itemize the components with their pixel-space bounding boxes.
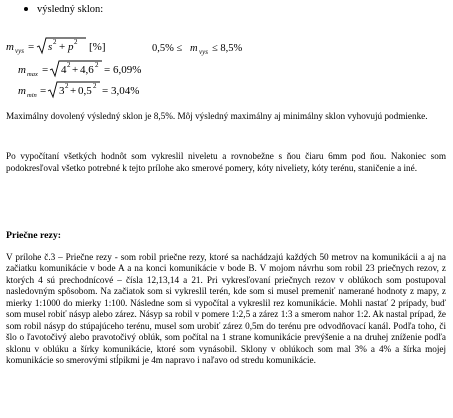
svg-text:m: m xyxy=(18,85,26,97)
svg-text:m: m xyxy=(190,43,198,54)
bullet-item xyxy=(24,3,103,17)
svg-text:=: = xyxy=(28,41,35,53)
svg-text:+: + xyxy=(70,85,77,97)
svg-text:min: min xyxy=(27,92,37,99)
svg-text:vys: vys xyxy=(199,48,208,56)
svg-text:0,5: 0,5 xyxy=(78,85,92,97)
svg-text:[%]: [%] xyxy=(89,41,106,53)
formula-min-graphic xyxy=(18,81,158,99)
svg-text:= 3,04%: = 3,04% xyxy=(102,85,140,97)
svg-text:p: p xyxy=(68,41,74,53)
svg-text:4,6: 4,6 xyxy=(80,64,94,76)
formula-max-graphic xyxy=(18,60,158,78)
slope-range-graphic xyxy=(152,40,252,56)
formula-min xyxy=(18,81,158,104)
formula-general-graphic xyxy=(6,37,146,55)
svg-text:4: 4 xyxy=(61,64,67,76)
paragraph-cross-sections: V prílohe č.3 – Priečne rezy - som robil priečne rezy, ktoré sa nachádzajú každých 50 metrov na komunikácii a aj na začiatku komunikácie v bode A a na konci komunikácie v bode B. V mojom návrhu som robil 23 priečnych rezov, z ktorých 4 sú prechodnícové – čísla 12,13,14 a 21. Pri vykresľovaní priečnych rezov v oblúkoch som postupoval nasledovným spôsobom. Na začiatok som si vykreslil terén, kde som si musel premeniť namerané hodnoty z mapy, z mierky 1:1000 do mierky 1:100. Následne som si vypočítal a vykreslil rez komunikácie. Mohli nastať 2 prípady, buď som musel robiť násyp alebo zárez. Násyp sa robil v pomere 1:2,5 a zárez 1:3 a smerom nahor 1:2. Ak nastal prípad, že som robil násyp do stúpajúceho terénu, musel som urobiť zárez 0,5m do terénu pre odvodňovací kanál. Podľa toho, či šlo o ľavotočivý alebo pravotočivý oblúk, som počítal na 1 strane komunikácie prevýšenie a na druhej zníženie podľa sklonu v oblúku a šírky komunikácie, ktoré som vynásobil. Sklony v oblúkoch som mal 3% a 4% a šírka mojej komunikácie so smerovými stĺpikmi je 4m napravo i naľavo od stredu komunikácie. xyxy=(6,252,446,366)
svg-text:m: m xyxy=(18,64,26,76)
section-heading: Priečne rezy: xyxy=(6,230,62,241)
svg-text:m: m xyxy=(6,41,14,53)
formula-general xyxy=(6,37,146,60)
formula-max xyxy=(18,60,158,83)
svg-text:=: = xyxy=(40,85,47,97)
svg-text:2: 2 xyxy=(95,61,99,69)
svg-text:0,5% ≤: 0,5% ≤ xyxy=(152,43,183,54)
svg-text:2: 2 xyxy=(65,82,69,90)
svg-text:2: 2 xyxy=(67,61,71,69)
svg-text:+: + xyxy=(59,41,66,53)
svg-text:2: 2 xyxy=(74,38,78,46)
svg-text:=: = xyxy=(42,64,49,76)
svg-text:≤ 8,5%: ≤ 8,5% xyxy=(212,43,243,54)
svg-text:s: s xyxy=(48,41,53,53)
svg-text:3: 3 xyxy=(59,85,65,97)
svg-text:max: max xyxy=(27,71,38,78)
bullet-icon xyxy=(24,7,28,11)
svg-text:+: + xyxy=(72,64,79,76)
paragraph-niveleta: Po vypočítaní všetkých hodnôt som vykreslil niveletu a rovnobežne s ňou čiaru 6mm pod ňou. Nakoniec som podokresľoval všetko potrebné k tejto prílohe ako smerové pomery, kóty niveliety, kóty terénu, staničenie a iné. xyxy=(6,151,446,173)
svg-text:vys: vys xyxy=(15,47,24,55)
slope-range xyxy=(152,40,252,59)
svg-text:= 6,09%: = 6,09% xyxy=(104,64,142,76)
paragraph-slope-conclusion: Maximálny dovolený výsledný sklon je 8,5%. Môj výsledný maximálny aj minimálny sklon vyhovujú podmienke. xyxy=(6,111,428,121)
bullet-label: výsledný sklon: xyxy=(37,4,104,15)
svg-text:2: 2 xyxy=(53,38,57,46)
svg-text:2: 2 xyxy=(93,82,97,90)
